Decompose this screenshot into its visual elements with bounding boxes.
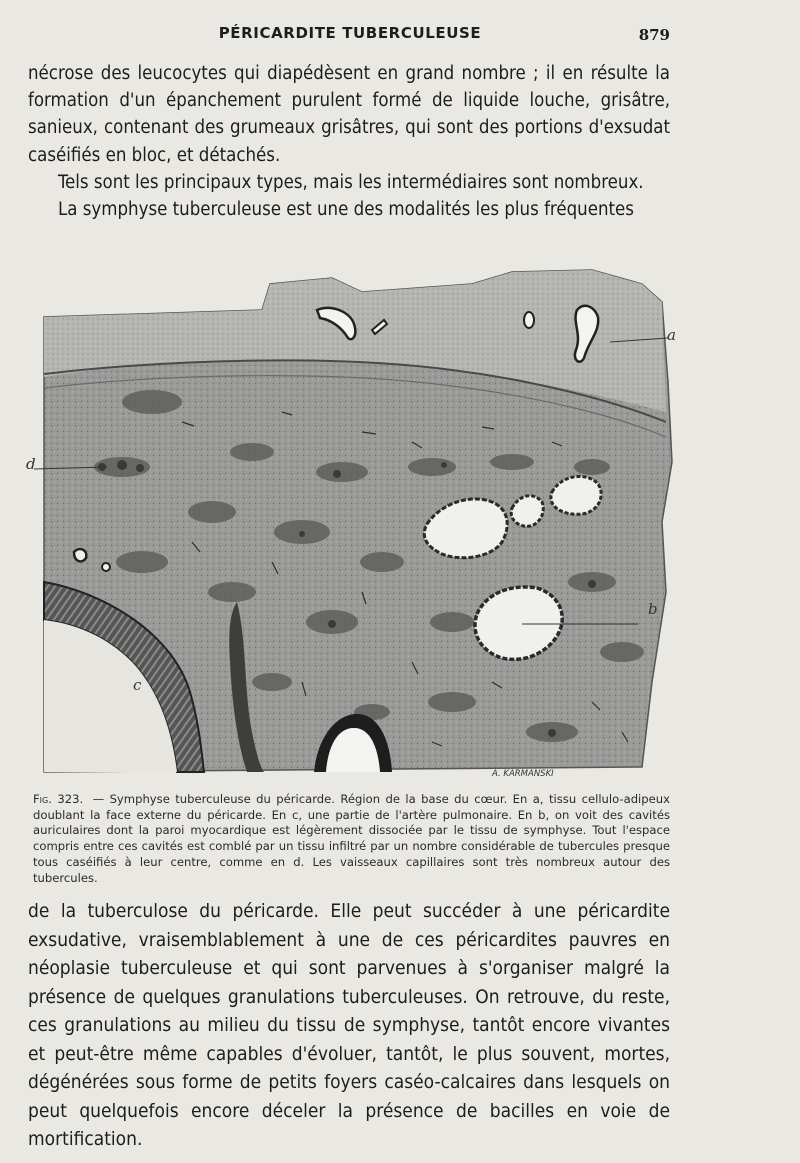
figure-caption <box>33 792 670 886</box>
paragraph-symphyse-continued: de la tuberculose du péricarde. Elle peut succéder à une péricardite exsudative, vraisemblablement à une de ces péricardites pauvres en néoplasie tuberculeuse et qui sont parvenues à s'organiser malgré la présence de quelques granulations tuberculeuses. On retrouve, du reste, ces granulations au milieu du tissu de symphyse, tantôt encore vivantes et peut-être même capables d'évoluer, tantôt, le plus souvent, mortes, dégénérées sous forme de petits foyers caséo-calcaires dans lesquels on peut quelquefois encore déceler la présence de bacilles en voie de mortification. <box>28 900 670 1150</box>
paragraph-symphyse-start: La symphyse tuberculeuse est une des modalités les plus fréquentes <box>58 199 634 221</box>
vessel-slit <box>524 312 534 328</box>
running-head <box>30 24 670 46</box>
bottom-text-block <box>28 897 670 1154</box>
top-text-block <box>28 60 670 223</box>
figure-label-d: d <box>26 455 36 473</box>
histology-figure <box>32 262 682 782</box>
caption-text: — Symphyse tuberculeuse du péricarde. Région de la base du cœur. En a, tissu cellulo-adipeux doublant la face externe du péricarde. En c, une partie de l'artère pulmonaire. En b, on voit des cavités auriculaires dont la paroi myocardique est légèrement dissociée par le tissu de symphyse. Tout l'espace compris entre ces cavités est comblé par un tissu infiltré par un nombre considérable de tubercules presque tous caséifiés à leur centre, comme en d. Les vaisseaux capillaires sont très nombreux autour des tubercules. <box>33 792 670 885</box>
histology-illustration <box>32 262 682 782</box>
figure-label-a: a <box>667 326 676 344</box>
figure-label-c: c <box>133 676 142 694</box>
running-title: PÉRICARDITE TUBERCULEUSE <box>218 24 482 42</box>
illustrator-signature: A. KARMANSKI <box>492 769 554 779</box>
small-vessel <box>102 563 110 571</box>
auricular-cavity <box>511 496 543 527</box>
figure-label-b: b <box>648 600 658 618</box>
page-number: 879 <box>638 26 670 44</box>
paragraph-types: Tels sont les principaux types, mais les intermédiaires sont nombreux. <box>58 171 644 193</box>
paragraph-continuation: nécrose des leucocytes qui diapédèsent en grand nombre ; il en résulte la formation d'un épanchement purulent formé de liquide louche, grisâtre, sanieux, contenant des grumeaux grisâtres, qui sont des portions d'exsudat caséifiés en bloc, et détachés. <box>28 63 670 166</box>
small-vessel <box>74 549 86 561</box>
figure-number: Fig. 323. <box>33 792 84 806</box>
